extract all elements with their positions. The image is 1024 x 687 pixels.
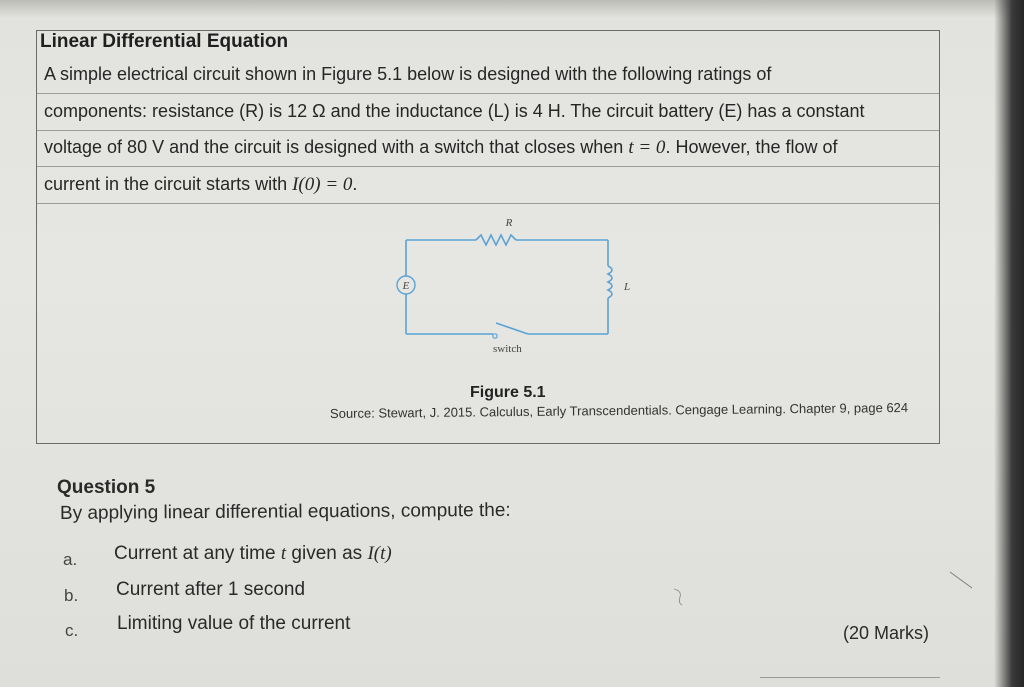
label-E: E [402, 280, 410, 292]
label-R: R [505, 217, 513, 229]
question-title: Question 5 [57, 477, 156, 498]
question-item-c: Limiting value of the current [117, 613, 351, 634]
item-b-letter: b. [64, 586, 79, 605]
problem-line-2: components: resistance (R) is 12 Ω and the inductance (L) is 4 H. The circuit battery (E) has a constant [44, 101, 865, 121]
problem-line-1: A simple electrical circuit shown in Figure 5.1 below is designed with the following ratings of [44, 64, 772, 84]
problem-line-4-tail: . [352, 174, 358, 194]
pen-mark [670, 585, 690, 607]
question-item-a [114, 543, 392, 565]
problem-line-3-tail: . However, the flow of [665, 137, 838, 157]
problem-line-3-text: voltage of 80 V and the circuit is designed with a switch that closes when [44, 137, 629, 157]
page-title: Linear Differential Equation [40, 31, 289, 52]
switch-contact [493, 334, 497, 338]
ruled-line [37, 130, 939, 131]
figure-source: Source: Stewart, J. 2015. Calculus, Early Transcendentials. Cengage Learning. Chapter 9, page 624 [329, 399, 909, 421]
problem-line-4 [44, 174, 357, 196]
marks-label: (20 Marks) [843, 623, 930, 643]
item-c-letter: c. [65, 621, 79, 640]
switch-symbol [496, 323, 528, 334]
ruled-line [37, 166, 939, 167]
ruled-line [37, 93, 939, 94]
question-item-b: Current after 1 second [116, 579, 306, 600]
resistor-symbol [476, 235, 516, 245]
item-a-text: Current at any time [114, 543, 281, 564]
ruled-line [37, 203, 939, 204]
photo-dark-edge [994, 0, 1024, 687]
initial-condition-math: I(0) = 0 [292, 174, 353, 195]
question-intro: By applying linear differential equations, compute the: [59, 499, 511, 524]
item-a-math-t: t [280, 543, 287, 564]
circuit-diagram [380, 210, 650, 370]
photo-shadow-top [0, 0, 1024, 18]
pen-mark [948, 570, 976, 592]
item-a-text-mid: given as [286, 543, 368, 564]
problem-line-3 [44, 137, 838, 159]
switch-time-math: t = 0 [628, 137, 666, 158]
bottom-rule [760, 677, 940, 678]
item-a-math-I: I(t) [367, 543, 392, 564]
inductor-symbol [608, 266, 612, 298]
figure-caption: Figure 5.1 [470, 384, 546, 401]
problem-line-4-text: current in the circuit starts with [44, 174, 293, 194]
label-L: L [624, 281, 631, 293]
label-switch: switch [493, 343, 522, 355]
item-a-letter: a. [63, 550, 78, 569]
